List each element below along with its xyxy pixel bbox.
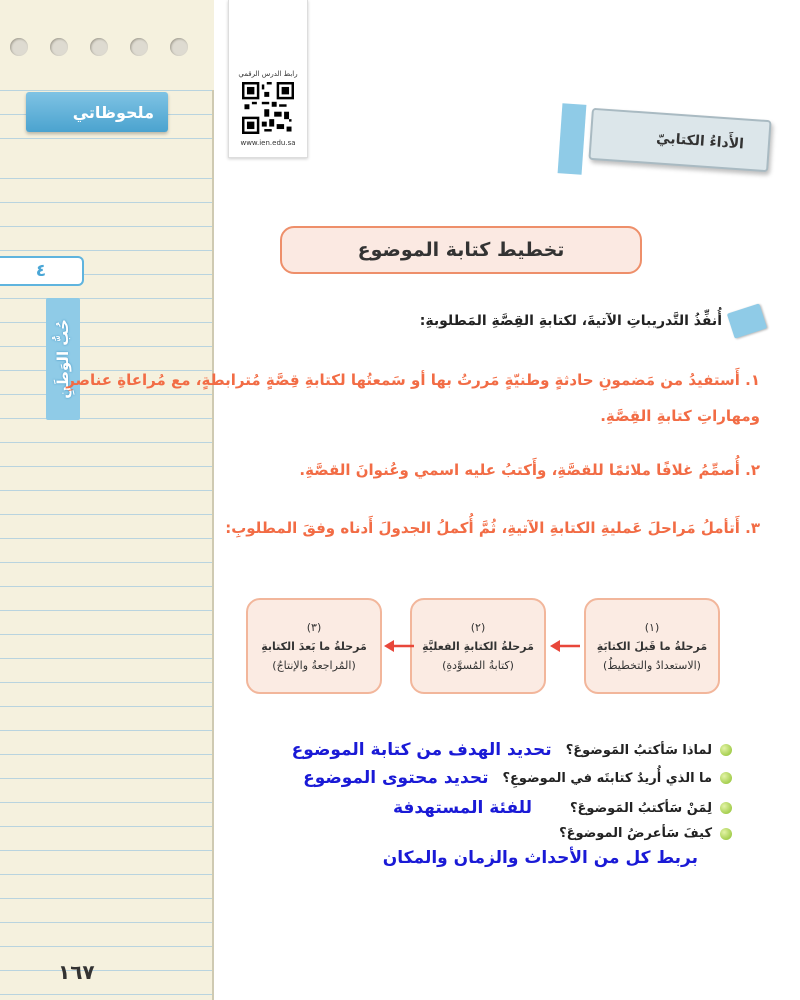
page-number: ١٦٧ bbox=[58, 960, 95, 984]
stage-name: مَرحلةُ ما بَعدَ الكتابةِ bbox=[261, 639, 367, 653]
arrow-left-icon bbox=[550, 640, 580, 652]
notes-title: ملحوظاتي bbox=[26, 92, 168, 132]
exercise-item-2: ٢. أُصمِّمُ غلافًا ملائمًا للقصَّةِ، وأَكتبُ عليه اسمي وعُنوانَ القصَّةِ. bbox=[299, 461, 760, 479]
qr-block[interactable] bbox=[228, 0, 308, 158]
question-text: كيفَ سَأعرضُ الموضوعَ؟ bbox=[559, 826, 712, 841]
binder-hole bbox=[90, 38, 108, 56]
banner-strip bbox=[558, 103, 587, 175]
section-title: الأَداءُ الكتابيّ bbox=[655, 130, 745, 153]
unit-number: ٤ bbox=[0, 256, 84, 286]
book-icon bbox=[727, 303, 767, 338]
exercise-item-1: ١. أَستفيدُ من مَضمونِ حادثةٍ وطنيّةٍ مَررتُ بها أو سَمعتُها لكتابةِ قِصَّةٍ مُترابطةٍ، مع مُراعاةِ عناصرِ ومهاراتِ كتابةِ القِصَّةِ. bbox=[66, 371, 760, 425]
answer-text[interactable]: تحديد الهدف من كتابة الموضوع bbox=[291, 740, 552, 760]
stage-name: مَرحلةُ الكتابةِ الفعليَّةِ bbox=[422, 639, 534, 653]
stage-number: (٣) bbox=[306, 620, 322, 634]
question-text: ما الذي أُريدُ كتابتَه في الموضوعِ؟ bbox=[502, 770, 712, 786]
bullet-icon bbox=[720, 828, 732, 840]
question-row bbox=[292, 740, 732, 760]
unit-name: حُبُّ الوَطَنِ bbox=[54, 319, 72, 399]
answer-text[interactable]: بربط كل من الأحداث والزمان والمكان bbox=[382, 848, 698, 868]
bullet-icon bbox=[720, 772, 732, 784]
stage-detail: (كتابةُ المُسوَّدةِ) bbox=[442, 658, 514, 672]
answer-text[interactable]: للفئة المستهدفة bbox=[392, 798, 533, 818]
page-title: تخطيط كتابة الموضوع bbox=[280, 226, 642, 274]
stage-box-2 bbox=[410, 598, 546, 694]
arrow-left-icon bbox=[384, 640, 414, 652]
stage-box-1 bbox=[584, 598, 720, 694]
stage-number: (٢) bbox=[470, 620, 486, 634]
binder-holes bbox=[10, 38, 188, 56]
stage-box-3 bbox=[246, 598, 382, 694]
binder-hole bbox=[50, 38, 68, 56]
stage-detail: (المُراجعةُ والإنتاجُ) bbox=[272, 658, 356, 672]
instructions-text: أُنفِّذُ التَّدريباتِ الآتيةَ، لكتابةِ القِصَّةِ المَطلوبةِ: bbox=[419, 313, 722, 329]
question-row bbox=[303, 768, 732, 788]
section-banner bbox=[588, 108, 771, 172]
bullet-icon bbox=[720, 744, 732, 756]
binder-hole bbox=[10, 38, 28, 56]
question-text: لماذا سَأكتبُ المَوضوعَ؟ bbox=[565, 742, 712, 758]
binder-hole bbox=[130, 38, 148, 56]
stage-detail: (الاستعدادُ والتخطيطُ) bbox=[603, 658, 701, 672]
answer-text[interactable]: تحديد محتوى الموضوع bbox=[303, 768, 489, 788]
stage-name: مَرحلةُ ما قَبلَ الكتابَةِ bbox=[596, 639, 708, 653]
qr-url[interactable]: www.ien.edu.sa bbox=[240, 139, 296, 147]
question-text: لِمَنْ سَأكتبُ المَوضوعَ؟ bbox=[570, 800, 712, 816]
bullet-icon bbox=[720, 802, 732, 814]
qr-label: رابط الدرس الرقمي bbox=[238, 70, 298, 78]
notes-sidebar bbox=[0, 0, 214, 1000]
instructions bbox=[420, 308, 764, 334]
stage-number: (١) bbox=[644, 620, 660, 634]
exercise-item-3: ٣. أَتأملُ مَراحلَ عَمليةِ الكتابةِ الآتيةِ، ثُمَّ أُكملُ الجدولَ أَدناه وفقَ المطلوبِ: bbox=[225, 519, 760, 537]
question-row bbox=[393, 798, 732, 818]
binder-hole bbox=[170, 38, 188, 56]
qr-code-icon[interactable] bbox=[242, 82, 294, 134]
question-row bbox=[559, 826, 732, 841]
